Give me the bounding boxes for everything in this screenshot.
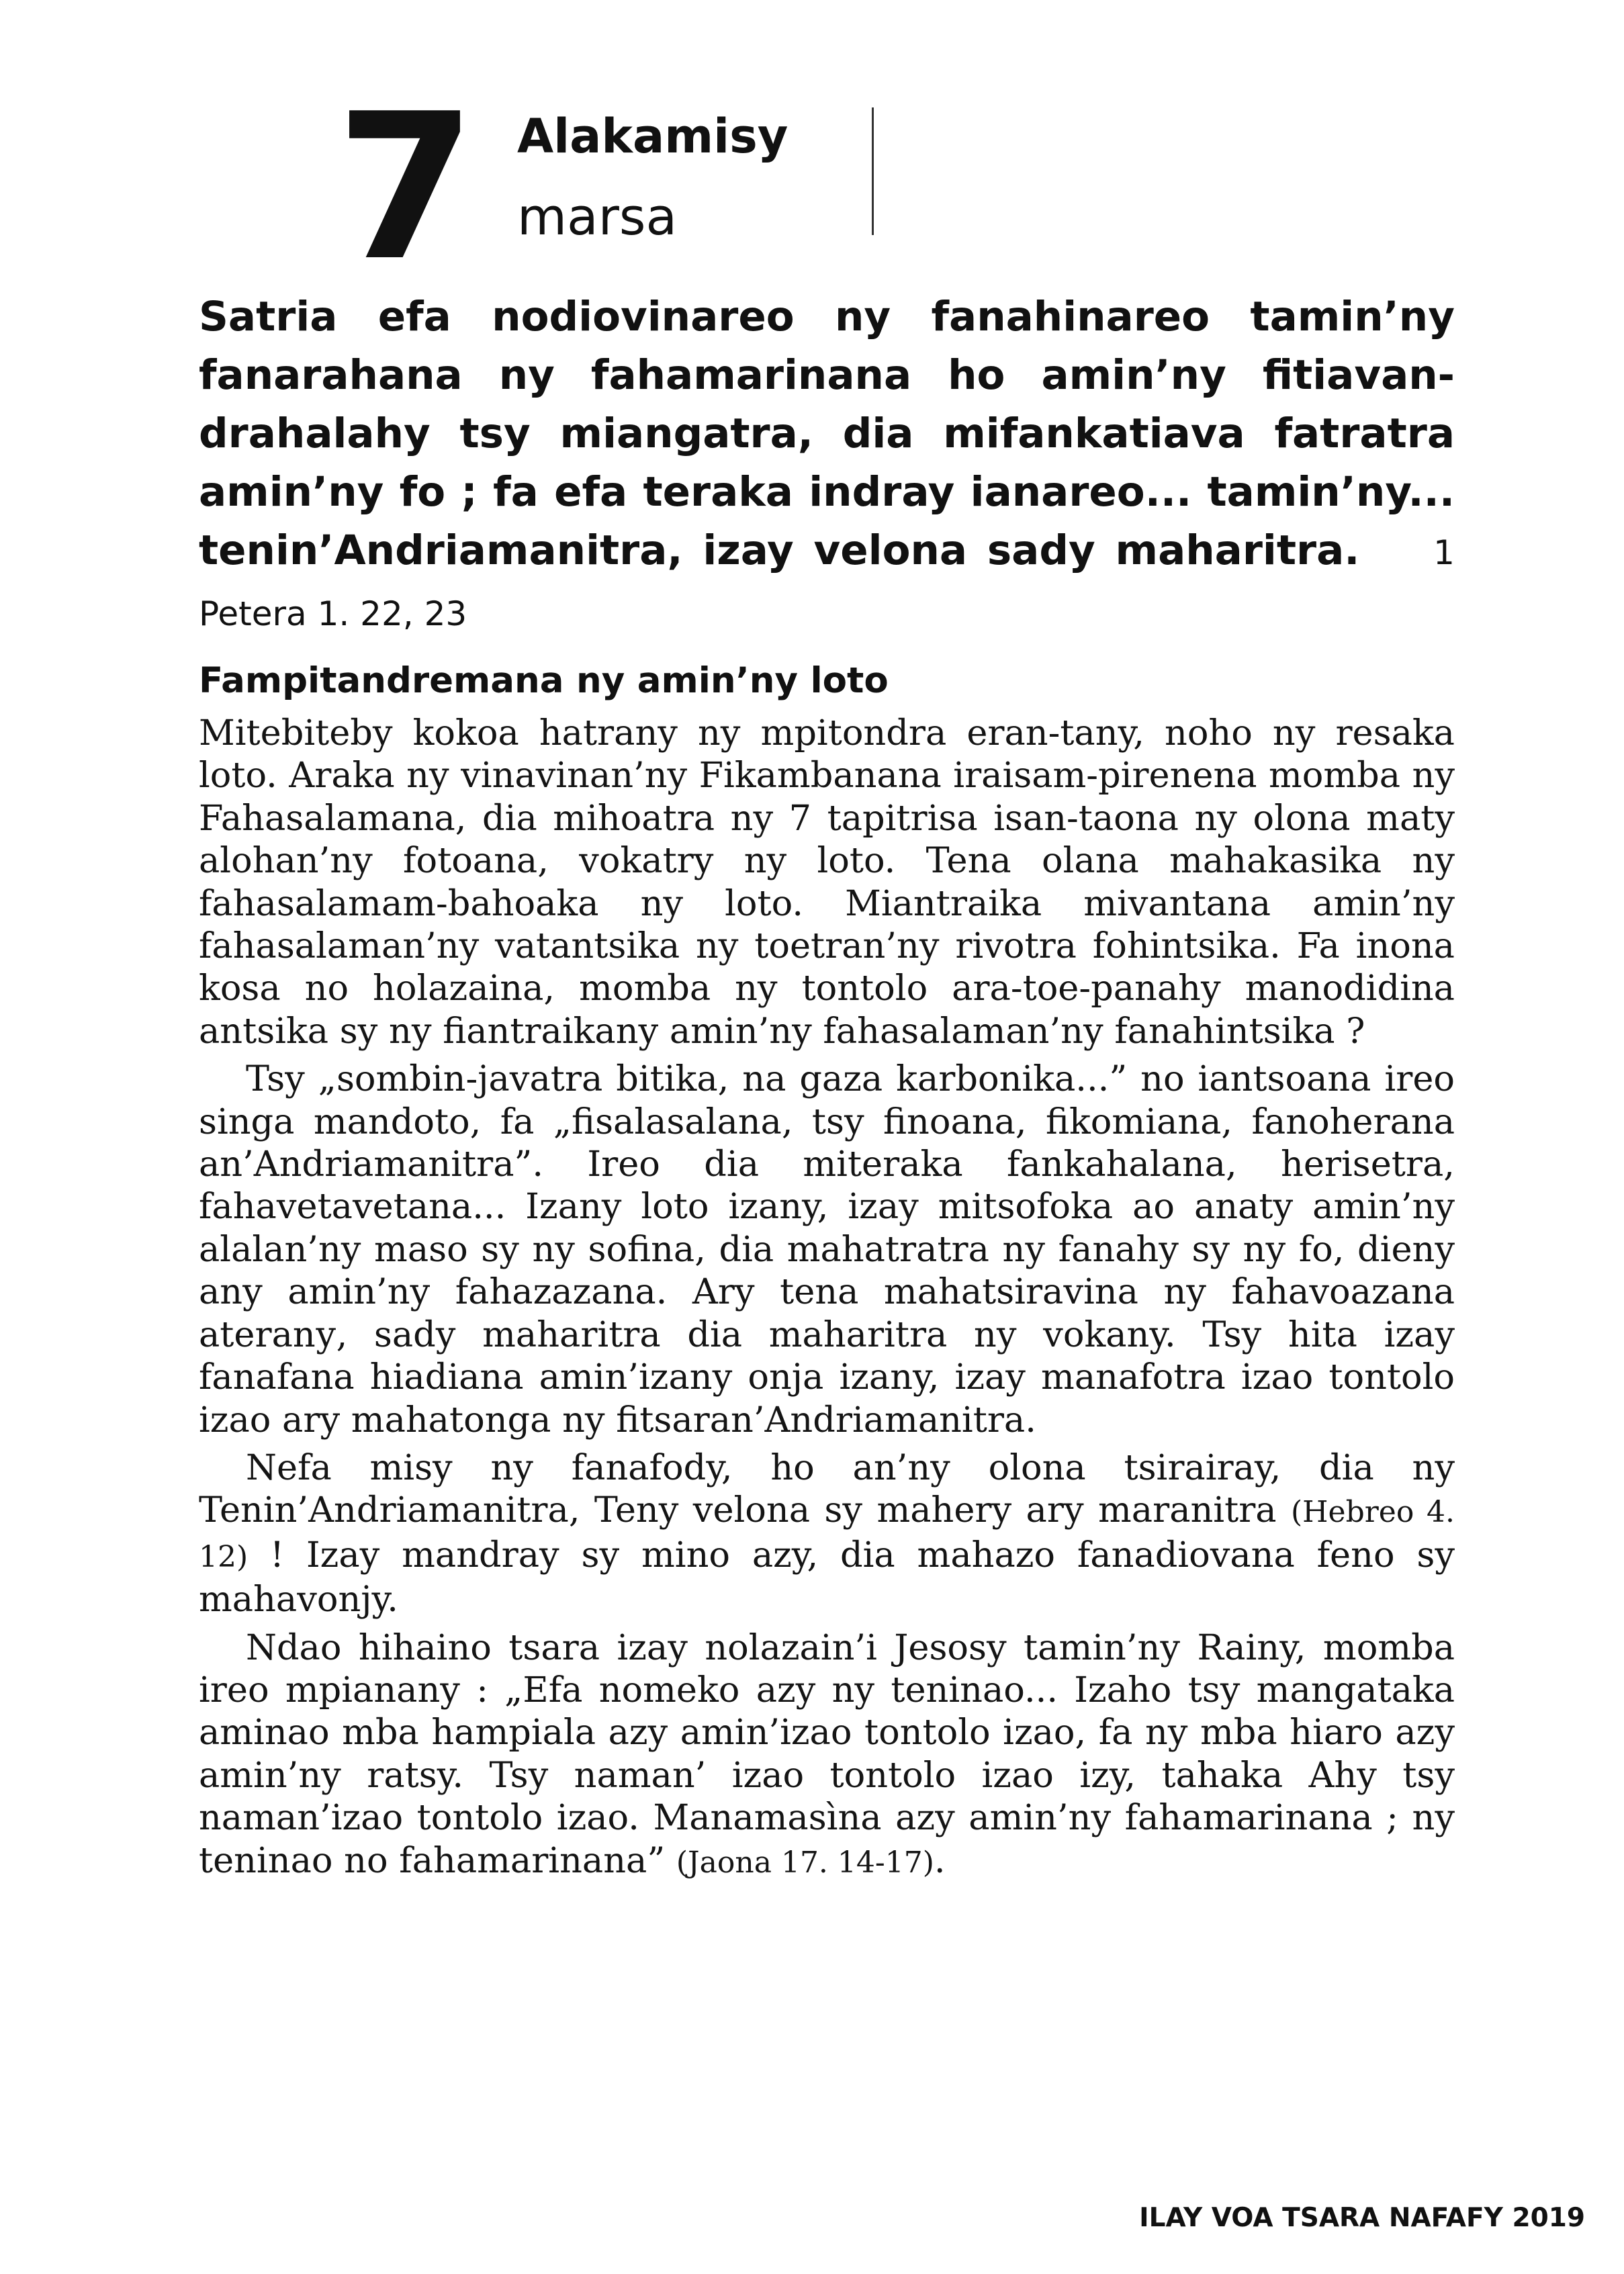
bible-reference: (Hebreo 4. 12) (199, 1495, 1455, 1574)
month-name: marsa (517, 187, 678, 246)
bible-reference: (Jaona 17. 14-17) (676, 1845, 934, 1880)
paragraph-3-text-b: ! Izay mandray sy mino azy, dia mahazo fanadiovana feno sy mahavonjy. (199, 1534, 1455, 1621)
day-name: Alakamisy (517, 109, 788, 164)
paragraph-4-text-a: Ndao hihaino tsara izay nolazain’i Jesosy tamin’ny Rainy, momba ireo mpianany : „Efa nomeko azy ny teninao... Izaho tsy mangataka aminao mba hampiala azy amin’izao tontolo izao, fa ny mba hiaro azy amin’ny ratsy. Tsy naman’ izao tontolo izao izy, tahaka Ahy tsy naman’izao tontolo izao. Manamasìna azy amin’ny fahamarinana ; ny teninao no fahamarinana” (199, 1627, 1455, 1881)
footer-title: ILAY VOA TSARA NAFAFY 2019 (1139, 2203, 1585, 2233)
verse-text: Satria efa nodiovinareo ny fanahinareo tamin’ny fanarahana ny fahamarinana ho amin’ny fitiavan-drahalahy tsy miangatra, dia mifankatiava fatratra amin’ny fo ; fa efa teraka indray ianareo... tamin’ny... tenin’Andriamanitra, izay velona sady maharitra. (199, 293, 1455, 574)
paragraph-4 (199, 1627, 1455, 1884)
body-text (199, 712, 1455, 1889)
paragraph-3-text-a: Nefa misy ny fanafody, ho an’ny olona tsirairay, dia ny Tenin’Andriamanitra, Teny velona sy mahery ary maranitra (199, 1447, 1455, 1531)
paragraph-4-text-b: . (934, 1839, 946, 1881)
paragraph-1: Mitebiteby kokoa hatrany ny mpitondra eran-tany, noho ny resaka loto. Araka ny vinavinan’ny Fikambanana iraisam-pirenena momba ny Fahasalamana, dia mihoatra ny 7 tapitrisa isan-taona ny olona maty alohan’ny fotoana, vokatry ny loto. Tena olana mahakasika ny fahasalamam-bahoaka ny loto. Miantraika mivantana amin’ny fahasalaman’ny vatantsika ny toetran’ny rivotra fohintsika. Fa inona kosa no holazaina, momba ny tontolo ara-toe-panahy manodidina antsika sy ny fiantraikany amin’ny fahasalaman’ny fanahintsika ? (199, 713, 1455, 1052)
day-number: 7 (336, 71, 469, 305)
section-title: Fampitandremana ny amin’ny loto (199, 660, 889, 701)
paragraph-2: Tsy „sombin-javatra bitika, na gaza karbonika...” no iantsoana ireo singa mandoto, fa „fisalasalana, tsy finoana, fikomiana, fanoherana an’Andriamanitra”. Ireo dia miteraka fankahalana, herisetra, fahavetavetana... Izany loto izany, izay mitsofoka ao anaty amin’ny alalan’ny maso sy ny sofina, dia mahatratra ny fanahy sy ny fo, dieny any amin’ny fahazazana. Ary tena mahatsiravina ny fahavoazana ateranу, sady maharitra dia maharitra ny vokany. Tsy hita izay fanafana hiadiana amin’izany onja izany, izay manafotra izao tontolo izao ary mahatonga ny fitsaran’Andriamanitra. (199, 1058, 1455, 1441)
header-divider (872, 107, 874, 235)
verse-reference: 1 Petera 1. 22, 23 (199, 533, 1455, 633)
key-verse (199, 287, 1455, 643)
paragraph-3 (199, 1447, 1455, 1621)
